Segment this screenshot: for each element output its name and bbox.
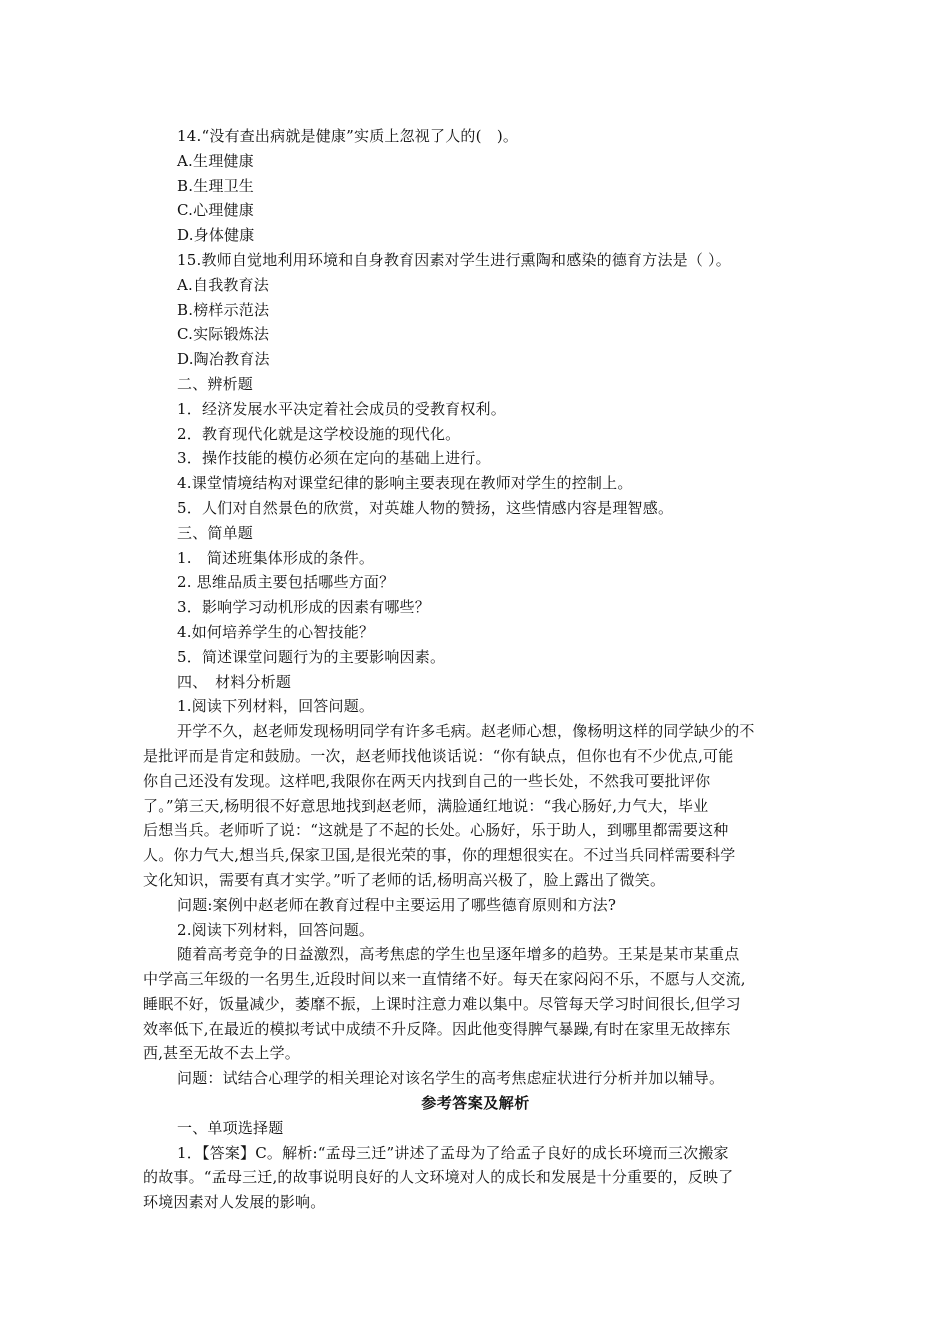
short-answer-item: 2. 思维品质主要包括哪些方面？ (177, 573, 395, 592)
document-body (143, 124, 808, 1215)
material-1-text-line: 你自己还没有发现。这样吧,我限你在两天内找到自己的一些长处，不然我可要批评你 (143, 771, 711, 790)
question-15-option-a: A.自我教育法 (177, 275, 270, 294)
material-1-intro: 1.阅读下列材料，回答问题。 (177, 697, 375, 716)
analysis-item: 4.课堂情境结构对课堂纪律的影响主要表现在教师对学生的控制上。 (177, 474, 633, 493)
short-answer-item: 4.如何培养学生的心智技能？ (177, 622, 375, 641)
material-1-question: 问题:案例中赵老师在教育过程中主要运用了哪些德育原则和方法? (177, 895, 617, 914)
question-14-option-c: C.心理健康 (177, 201, 254, 220)
material-2-text-line: 中学高三年级的一名男生,近段时间以来一直情绪不好。每天在家闷闷不乐，不愿与人交流, (143, 970, 746, 989)
material-2-text-line: 西,甚至无故不去上学。 (143, 1044, 300, 1063)
analysis-item: 5．人们对自然景色的欣赏，对英雄人物的赞扬，这些情感内容是理智感。 (177, 498, 674, 517)
question-15-option-d: D.陶冶教育法 (177, 350, 270, 369)
question-15-option-c: C.实际锻炼法 (177, 325, 270, 344)
material-1-text-line: 后想当兵。老师听了说：“这就是了不起的长处。心肠好，乐于助人，到哪里都需要这种 (143, 821, 729, 840)
material-2-text-line: 效率低下,在最近的模拟考试中成绩不升反降。因此他变得脾气暴躁,有时在家里无故摔东 (143, 1019, 731, 1038)
material-2-intro: 2.阅读下列材料，回答问题。 (177, 920, 375, 939)
answer-1-line: 1．【答案】C。解析:“孟母三迁”讲述了孟母为了给孟子良好的成长环境而三次搬家 (177, 1143, 729, 1162)
material-1-text-line: 文化知识，需要有真才实学。”听了老师的话,杨明高兴极了，脸上露出了微笑。 (143, 870, 666, 889)
analysis-item: 3．操作技能的模仿必须在定向的基础上进行。 (177, 449, 491, 468)
material-2-text-line: 随着高考竞争的日益激烈，高考焦虑的学生也呈逐年增多的趋势。王某是某市某重点 (177, 945, 740, 964)
material-2-text-line: 睡眠不好，饭量减少，萎靡不振，上课时注意力难以集中。尽管每天学习时间很长,但学习 (143, 994, 741, 1013)
material-1-text-line: 开学不久，赵老师发现杨明同学有许多毛病。赵老师心想，像杨明这样的同学缺少的不 (177, 722, 755, 741)
analysis-item: 1．经济发展水平决定着社会成员的受教育权利。 (177, 399, 506, 418)
question-14-stem: 14.“没有查出病就是健康”实质上忽视了人的( )。 (177, 127, 519, 145)
question-14-option-a: A.生理健康 (177, 151, 254, 170)
section-heading-analysis: 二、辨析题 (177, 374, 254, 393)
short-answer-item: 3．影响学习动机形成的因素有哪些？ (177, 598, 430, 617)
answers-title: 参考答案及解析 (421, 1094, 530, 1113)
question-14-option-d: D.身体健康 (177, 226, 255, 245)
material-1-text-line: 人。你力气大,想当兵,保家卫国,是很光荣的事，你的理想很实在。不过当兵同样需要科学 (143, 846, 736, 865)
section-heading-material-analysis: 四、 材料分析题 (177, 672, 292, 691)
short-answer-item: 1. 简述班集体形成的条件。 (177, 548, 375, 567)
question-14-option-b: B.生理卫生 (177, 176, 254, 195)
answers-section-heading: 一、单项选择题 (177, 1118, 284, 1137)
analysis-item: 2．教育现代化就是这学校设施的现代化。 (177, 424, 461, 443)
section-heading-short-answer: 三、简单题 (177, 523, 254, 542)
answer-1-line: 环境因素对人发展的影响。 (143, 1193, 326, 1212)
answer-1-line: 的故事。“孟母三迁,的故事说明良好的人文环境对人的成长和发展是十分重要的，反映了 (143, 1168, 734, 1187)
material-1-text-line: 是批评而是肯定和鼓励。一次，赵老师找他谈话说：“你有缺点，但你也有不少优点,可能 (143, 746, 734, 765)
material-2-question: 问题：试结合心理学的相关理论对该名学生的高考焦虑症状进行分析并加以辅导。 (177, 1069, 725, 1088)
question-15-stem: 15.教师自觉地利用环境和自身教育因素对学生进行熏陶和感染的德育方法是（ ）。 (177, 250, 731, 269)
question-15-option-b: B.榜样示范法 (177, 300, 270, 319)
short-answer-item: 5．简述课堂问题行为的主要影响因素。 (177, 647, 446, 666)
material-1-text-line: 了。”第三天,杨明很不好意思地找到赵老师，满脸通红地说：“我心肠好,力气大，毕业 (143, 796, 709, 815)
